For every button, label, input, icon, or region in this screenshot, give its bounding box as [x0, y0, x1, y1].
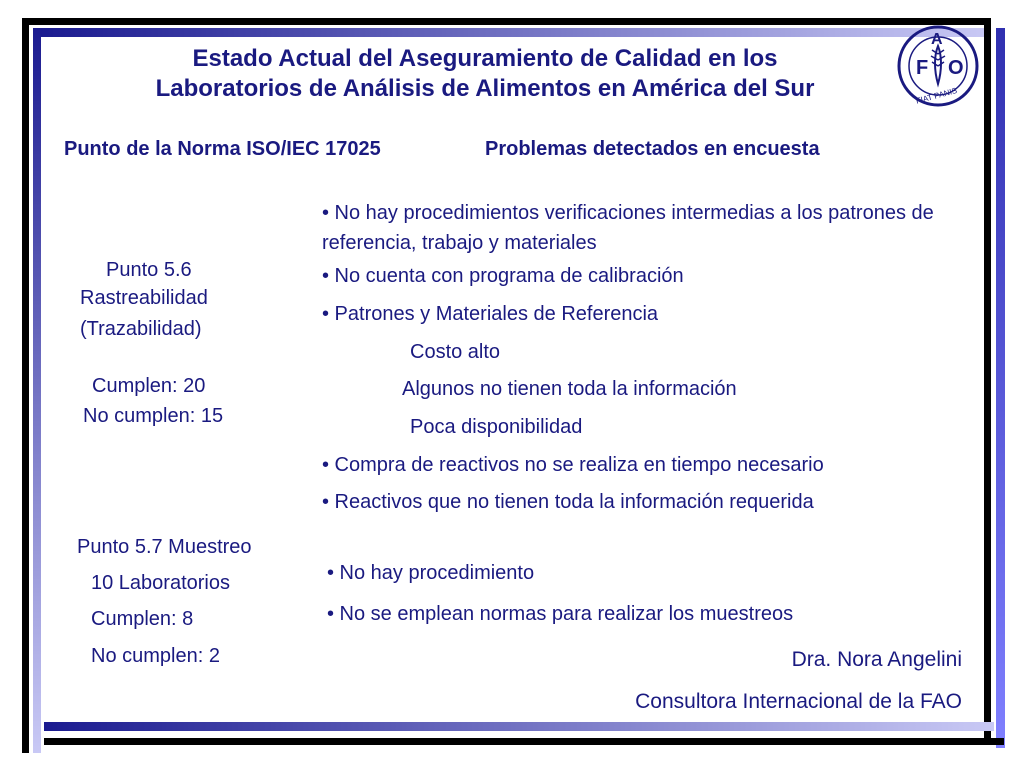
point-5-7-label: Punto 5.7 Muestreo [77, 536, 252, 558]
issue-item: • Reactivos que no tienen toda la información requerida [322, 491, 814, 513]
frame-right-gradient [996, 28, 1005, 748]
issue-item: • No cuenta con programa de calibración [322, 265, 684, 287]
issue-item: • Compra de reactivos no se realiza en tiempo necesario [322, 454, 824, 476]
issue-item: • No hay procedimientos verificaciones intermedias a los patrones de referencia, trabajo y materiales [322, 202, 934, 254]
point-5-6-label: Punto 5.6 [106, 259, 192, 281]
sampling-issue-item: • No hay procedimiento [327, 562, 535, 584]
point-5-6-alt-name: (Trazabilidad) [80, 318, 202, 340]
frame-bottom-black [44, 738, 1004, 745]
frame-bottom-gradient [44, 722, 994, 731]
frame-top-black [22, 18, 988, 25]
point-5-6-cumplen: Cumplen: 20 [92, 375, 206, 397]
fao-letter-o: O [948, 57, 964, 79]
header-norm-point: Punto de la Norma ISO/IEC 17025 [64, 138, 381, 160]
fao-letter-a: A [931, 31, 943, 48]
frame-right-black [984, 18, 991, 738]
point-5-7-no-cumplen: No cumplen: 2 [91, 645, 220, 667]
author-name: Dra. Nora Angelini [791, 648, 962, 671]
issue-subitem: Costo alto [410, 341, 501, 363]
title-line-2: Laboratorios de Análisis de Alimentos en América del Sur [155, 75, 815, 102]
frame-left-black [22, 18, 29, 753]
point-5-6-name: Rastreabilidad [80, 287, 208, 309]
fao-letter-f: F [916, 57, 929, 79]
fao-logo-icon [896, 24, 980, 108]
frame-left-gradient [33, 28, 41, 753]
issue-item: • Patrones y Materiales de Referencia [322, 303, 659, 325]
author-role: Consultora Internacional de la FAO [635, 690, 962, 713]
point-5-7-cumplen: Cumplen: 8 [91, 608, 194, 630]
frame-top-gradient [40, 28, 990, 37]
point-5-6-no-cumplen: No cumplen: 15 [83, 405, 224, 427]
point-5-7-labs: 10 Laboratorios [91, 572, 230, 594]
sampling-issue-item: • No se emplean normas para realizar los muestreos [327, 603, 794, 625]
issue-subitem: Poca disponibilidad [410, 416, 583, 438]
fao-motto: FIAT PANIS [914, 86, 959, 106]
header-problems: Problemas detectados en encuesta [485, 138, 820, 160]
slide-title [60, 44, 910, 104]
issue-subitem: Algunos no tienen toda la información [402, 378, 737, 400]
title-line-1: Estado Actual del Aseguramiento de Calidad en los [192, 45, 778, 72]
